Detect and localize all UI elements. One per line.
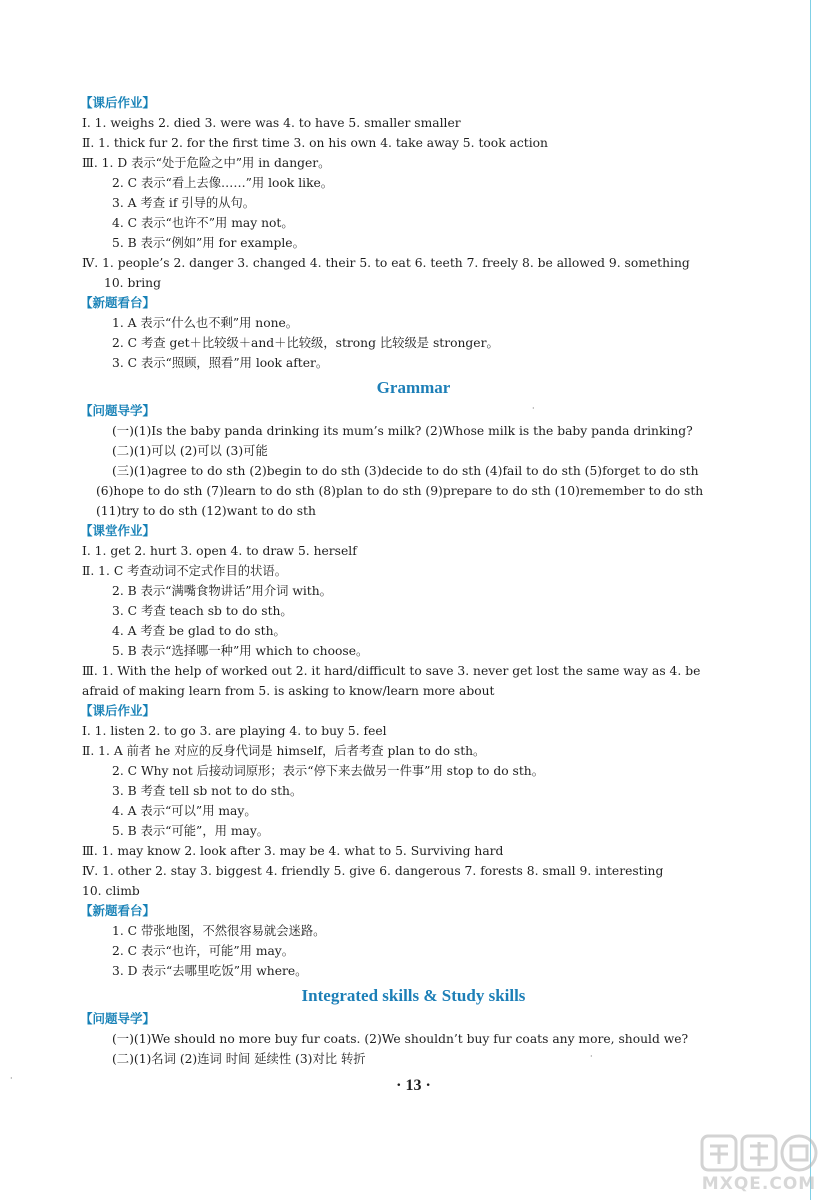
heading-homework: 【课后作业】 bbox=[80, 95, 156, 110]
watermark-logo-icon bbox=[698, 1132, 820, 1176]
page-edge-rule bbox=[810, 0, 811, 1200]
heading-new-questions: 【新题看台】 bbox=[80, 903, 156, 918]
answer-line: Ⅲ. 1. D 表示“处于危险之中”用 in danger。 bbox=[82, 156, 331, 170]
section-title-integrated-skills: Integrated skills & Study skills bbox=[301, 986, 526, 1005]
heading-guided-questions: 【问题导学】 bbox=[80, 1011, 156, 1026]
scan-speck: · bbox=[532, 404, 535, 413]
answer-line: Ⅰ. 1. get 2. hurt 3. open 4. to draw 5. herself bbox=[82, 544, 357, 558]
scan-speck: · bbox=[590, 1052, 593, 1061]
answer-line: Ⅲ. 1. may know 2. look after 3. may be 4. what to 5. Surviving hard bbox=[82, 844, 504, 858]
answer-line: 3. D 表示“去哪里吃饭”用 where。 bbox=[112, 964, 308, 978]
answer-line: 3. C 表示“照顾，照看”用 look after。 bbox=[112, 356, 329, 370]
heading-classwork: 【课堂作业】 bbox=[80, 523, 156, 538]
answer-line: Ⅳ. 1. people’s 2. danger 3. changed 4. their 5. to eat 6. teeth 7. freely 8. be allowed 9. something bbox=[82, 256, 690, 270]
answer-line: 1. A 表示“什么也不剩”用 none。 bbox=[112, 316, 299, 330]
answer-line: 5. B 表示“选择哪一种”用 which to choose。 bbox=[112, 644, 369, 658]
answer-line: 3. A 考查 if 引导的从句。 bbox=[112, 196, 256, 210]
answer-line: 5. B 表示“例如”用 for example。 bbox=[112, 236, 305, 250]
answer-line: Ⅰ. 1. listen 2. to go 3. are playing 4. to buy 5. feel bbox=[82, 724, 387, 738]
answer-line: 2. C 表示“也许，可能”用 may。 bbox=[112, 944, 295, 958]
answer-line: 4. A 表示“可以”用 may。 bbox=[112, 804, 257, 818]
answer-line: (11)try to do sth (12)want to do sth bbox=[96, 504, 316, 518]
answer-line: 2. C 表示“看上去像……”用 look like。 bbox=[112, 176, 334, 190]
answer-line: (6)hope to do sth (7)learn to do sth (8)plan to do sth (9)prepare to do sth (10)remember to do sth bbox=[96, 484, 704, 498]
answer-line: (三)(1)agree to do sth (2)begin to do sth (3)decide to do sth (4)fail to do sth (5)forget to do sth bbox=[112, 464, 699, 478]
answer-line: Ⅱ. 1. A 前者 he 对应的反身代词是 himself，后者考查 plan to do sth。 bbox=[82, 744, 486, 758]
answer-line: (一)(1)Is the baby panda drinking its mum’s milk? (2)Whose milk is the baby panda drinking? bbox=[112, 424, 693, 438]
heading-guided-questions: 【问题导学】 bbox=[80, 403, 156, 418]
answer-line: 4. C 表示“也许不”用 may not。 bbox=[112, 216, 294, 230]
section-title-grammar: Grammar bbox=[376, 378, 451, 397]
answer-line: 2. B 表示“满嘴食物讲话”用介词 with。 bbox=[112, 584, 332, 598]
answer-line: 2. C 考查 get＋比较级＋and＋比较级，strong 比较级是 stronger。 bbox=[112, 336, 499, 350]
watermark-text: MXQE.COM bbox=[701, 1174, 817, 1194]
answer-line: 4. A 考查 be glad to do sth。 bbox=[112, 624, 286, 638]
answer-line: (二)(1)可以 (2)可以 (3)可能 bbox=[112, 444, 268, 458]
answer-line: 2. C Why not 后接动词原形；表示“停下来去做另一件事”用 stop to do sth。 bbox=[112, 764, 545, 778]
answer-line: 3. C 考查 teach sb to do sth。 bbox=[112, 604, 293, 618]
answer-line: (二)(1)名词 (2)连词 时间 延续性 (3)对比 转折 bbox=[112, 1052, 366, 1066]
answer-line: Ⅱ. 1. C 考查动词不定式作目的状语。 bbox=[82, 564, 287, 578]
answer-line: Ⅳ. 1. other 2. stay 3. biggest 4. friendly 5. give 6. dangerous 7. forests 8. small 9. interesting bbox=[82, 864, 664, 878]
heading-new-questions: 【新题看台】 bbox=[80, 295, 156, 310]
heading-homework: 【课后作业】 bbox=[80, 703, 156, 718]
answer-line: (一)(1)We should no more buy fur coats. (2)We shouldn’t buy fur coats any more, should we? bbox=[112, 1032, 689, 1046]
scan-speck: · bbox=[10, 1074, 13, 1083]
watermark-logo bbox=[698, 1132, 820, 1196]
answer-line: 5. B 表示“可能”，用 may。 bbox=[112, 824, 270, 838]
page-number: · 13 · bbox=[396, 1077, 431, 1094]
answer-line: Ⅰ. 1. weighs 2. died 3. were was 4. to have 5. smaller smaller bbox=[82, 116, 461, 130]
answer-line: 3. B 考查 tell sb not to do sth。 bbox=[112, 784, 303, 798]
answer-line: afraid of making learn from 5. is asking to know/learn more about bbox=[82, 684, 495, 698]
answer-line: 10. bring bbox=[104, 276, 161, 290]
answer-line: Ⅱ. 1. thick fur 2. for the first time 3. on his own 4. take away 5. took action bbox=[82, 136, 548, 150]
answer-line: 10. climb bbox=[82, 884, 140, 898]
answer-line: Ⅲ. 1. With the help of worked out 2. it hard/difficult to save 3. never get lost the same way as 4. be bbox=[82, 664, 701, 678]
answer-line: 1. C 带张地图，不然很容易就会迷路。 bbox=[112, 924, 326, 938]
